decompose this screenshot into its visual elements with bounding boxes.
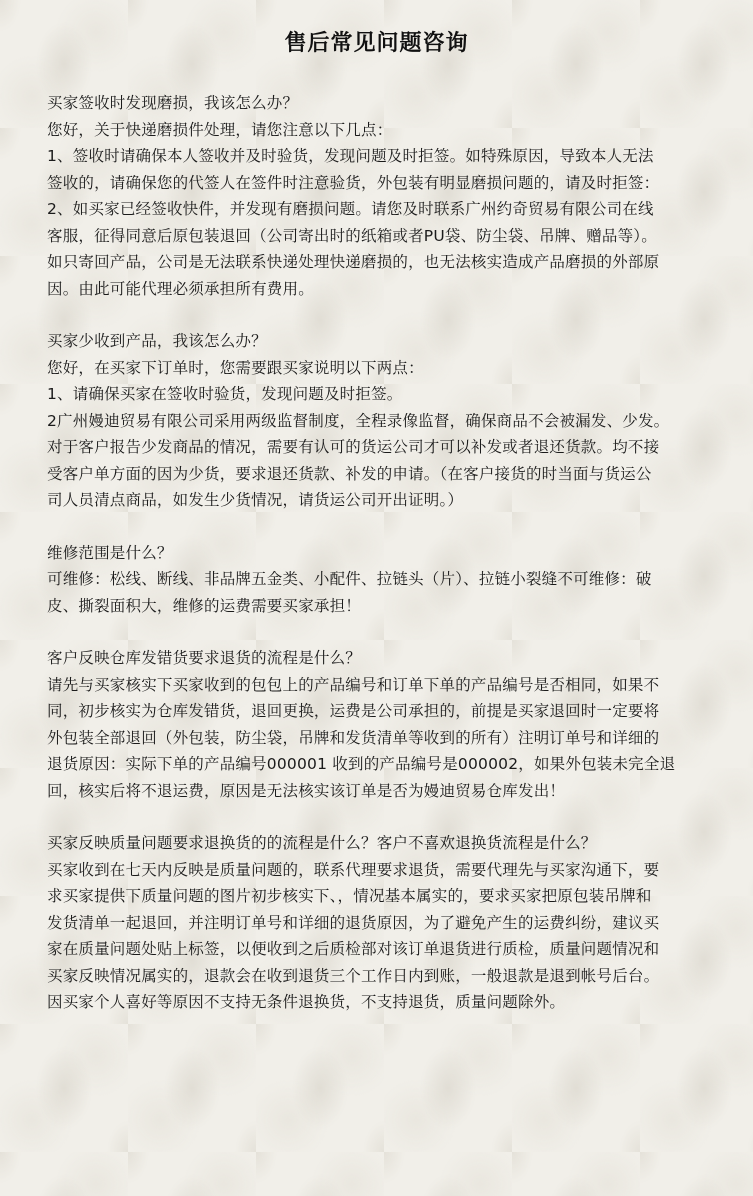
faq-section-abrasion (47, 90, 717, 302)
answer-line: 求买家提供下质量问题的图片初步核实下、，情况基本属实的，要求买家把原包装吊牌和 (47, 887, 652, 905)
faq-section-missing-items (47, 328, 717, 514)
answer-line: 2广州嫚迪贸易有限公司采用两级监督制度，全程录像监督，确保商品不会被漏发、少发。 (47, 411, 670, 430)
answer-line: 如只寄回产品，公司是无法联系快递处理快递磨损的，也无法核实造成产品磨损的外部原 (47, 253, 660, 271)
answer-line: 因买家个人喜好等原因不支持无条件退换货，不支持退货，质量问题除外。 (47, 993, 566, 1011)
question-line: 维修范围是什么？ (47, 543, 173, 562)
answer-line: 回，核实后将不退运费，原因是无法核实该订单是否为嫚迪贸易仓库发出！ (47, 781, 566, 800)
answer-line: 退货原因：实际下单的产品编号000001 收到的产品编号是000002，如果外包装未完全退 (47, 755, 676, 773)
faq-section-repair-scope (47, 540, 717, 620)
page-title: 售后常见问题咨询 (284, 31, 469, 56)
answer-line: 签收的，请确保您的代签人在签件时注意验货，外包装有明显磨损问题的，请及时拒签： (47, 173, 660, 192)
answer-line: 1、请确保买家在签收时验货，发现问题及时拒签。 (47, 385, 403, 403)
answer-line: 请先与买家核实下买家收到的包包上的产品编号和订单下单的产品编号是否相同，如果不 (47, 675, 660, 694)
answer-line: 发货清单一起退回，并注明订单号和详细的退货原因，为了避免产生的运费纠纷，建议买 (47, 913, 660, 932)
answer-line: 您好，在买家下订单时，您需要跟买家说明以下两点： (47, 358, 424, 377)
answer-line: 受客户单方面的因为少货，要求退还货款、补发的申请。（在客户接货的时当面与货运公 (47, 464, 652, 483)
answer-line: 客服，征得同意后原包装退回（公司寄出时的纸箱或者PU袋、防尘袋、吊牌、赠品等）。 (47, 226, 657, 245)
answer-line: 您好，关于快递磨损件处理，请您注意以下几点： (47, 120, 393, 139)
answer-line: 对于客户报告少发商品的情况，需要有认可的货运公司才可以补发或者退还货款。均不接 (47, 438, 660, 456)
answer-line: 买家收到在七天内反映是质量问题的，联系代理要求退货，需要代理先与买家沟通下，要 (47, 860, 660, 879)
faq-section-wrong-shipment (47, 645, 717, 804)
faq-content (47, 90, 717, 1016)
question-line: 买家少收到产品，我该怎么办？ (47, 332, 267, 350)
answer-line: 2、如买家已经签收快件，并发现有磨损问题。请您及时联系广州约奇贸易有限公司在线 (47, 200, 654, 218)
answer-line: 司人员清点商品，如发生少货情况，请货运公司开出证明。） (47, 491, 464, 509)
answer-line: 同，初步核实为仓库发错货，退回更换，运费是公司承担的，前提是买家退回时一定要将 (47, 702, 660, 720)
answer-line: 外包装全部退回（外包装，防尘袋，吊牌和发货清单等收到的所有）注明订单号和详细的 (47, 728, 660, 747)
answer-line: 因。由此可能代理必须承担所有费用。 (47, 279, 314, 298)
question-line: 买家签收时发现磨损，我该怎么办？ (47, 94, 299, 112)
answer-line: 家在质量问题处贴上标签，以便收到之后质检部对该订单退货进行质检，质量问题情况和 (47, 940, 660, 958)
question-line: 客户反映仓库发错货要求退货的流程是什么？ (47, 649, 362, 667)
faq-section-quality-returns (47, 830, 717, 1016)
question-line: 买家反映质量问题要求退换货的的流程是什么？客户不喜欢退换货流程是什么？ (47, 834, 597, 852)
answer-line: 买家反映情况属实的，退款会在收到退货三个工作日内到账，一般退款是退到帐号后台。 (47, 966, 660, 985)
answer-line: 1、签收时请确保本人签收并及时验货，发现问题及时拒签。如特殊原因，导致本人无法 (47, 147, 654, 165)
answer-line: 可维修：松线、断线、非品牌五金类、小配件、拉链头（片）、拉链小裂缝不可维修：破 (47, 570, 652, 588)
answer-line: 皮、撕裂面积大，维修的运费需要买家承担！ (47, 596, 362, 615)
